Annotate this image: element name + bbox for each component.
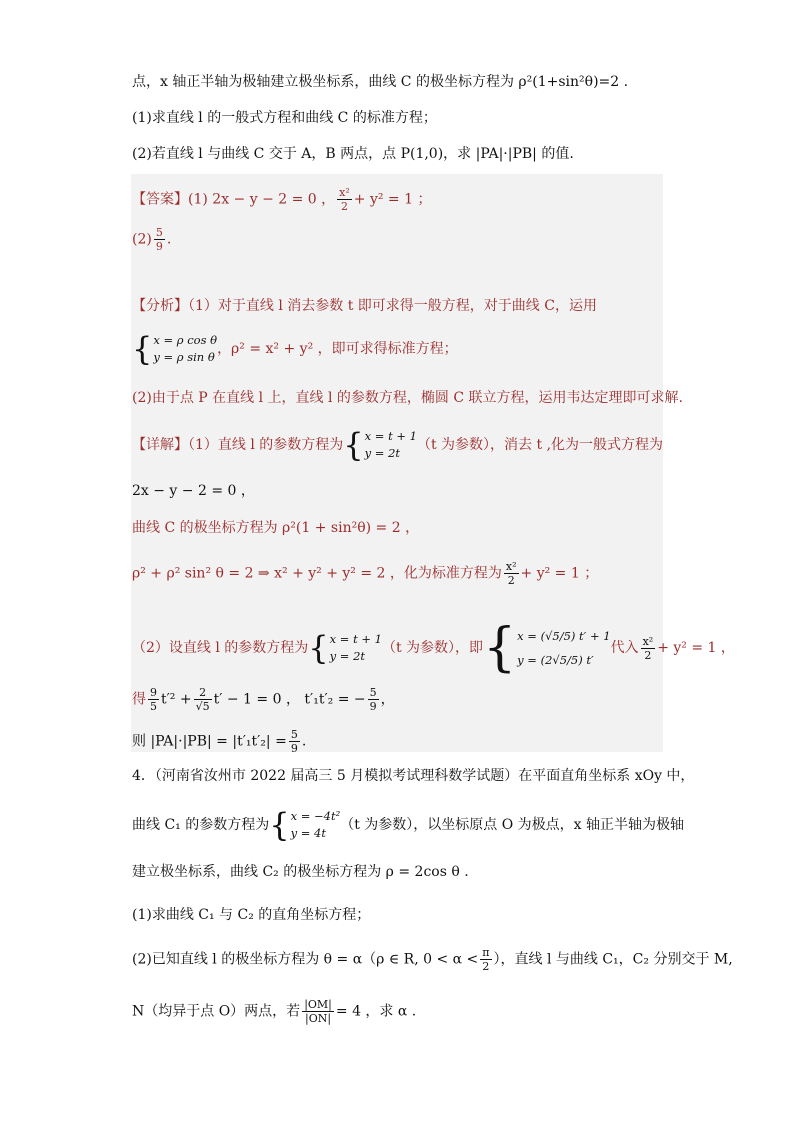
answer1-prefix: (1) 2x − y − 2 = 0 ，	[188, 191, 336, 208]
detail-line5: （2）设直线 l 的参数方程为{ x = t + 1 y = 2t （t 为参数），即{ x = (√5/5) t′ + 1 y = (2√5/5) t′ 代入 $\frac{\text{x²}}{2}$ + y² = 1 ，	[132, 618, 735, 678]
q4-line3: 建立极坐标系，曲线 C₂ 的极坐标方程为 ρ = 2cos θ .	[132, 864, 469, 880]
answer-line1	[132, 186, 431, 213]
q4-part2: (2)已知直线 l 的极坐标方程为 θ = α（ρ ∈ R, 0 < α < $\frac{\pi}{2}$ ），直线 l 与曲线 C₁，C₂ 分别交于 M,	[132, 946, 733, 973]
analysis-line3: (2)由于点 P 在直线 l 上，直线 l 的参数方程，椭圆 C 联立方程，运用韦达定理即可求解.	[132, 390, 683, 406]
detail-line6: 得 $\frac{9}{5}$ t′² + $\frac{2}{√5}$ t′ − 1 = 0 ， t′₁t′₂ = − $\frac{5}{9}$ ，	[132, 686, 395, 713]
detail-line3: 曲线 C 的极坐标方程为 ρ²(1 + sin²θ) = 2 ，	[132, 520, 420, 536]
analysis-line1: 【分析】（1）对于直线 l 消去参数 t 即可求得一般方程，对于曲线 C，运用	[132, 298, 597, 314]
analysis-line2: { x = ρ cos θ y = ρ sin θ ，ρ² = x² + y² ，即可求得标准方程；	[132, 330, 458, 368]
q3-intro-line: 点，x 轴正半轴为极轴建立极坐标系，曲线 C 的极坐标方程为 ρ²(1+sin²θ)=2 .	[132, 74, 629, 90]
detail-line2: 2x − y − 2 = 0 ，	[132, 483, 255, 499]
detail-line7: 则 |PA|·|PB| = |t′₁t′₂| = $\frac{5}{9}$ .	[132, 728, 307, 755]
q4-part3: N（均异于点 O）两点，若 $\frac{|OM|}{|ON|}$ = 4 ，求 α .	[132, 998, 417, 1025]
q4-part1: (1)求曲线 C₁ 与 C₂ 的直角坐标方程；	[132, 907, 371, 923]
analysis-label: 【分析】	[132, 298, 188, 314]
q4-line2: 曲线 C₁ 的参数方程为{ x = −4t² y = 4t （t 为参数），以坐标原点 O 为极点，x 轴正半轴为极轴	[132, 806, 685, 844]
detail-line4-fraction: $\frac{\text{x²}}{2}$	[505, 560, 517, 587]
q3-part2: (2)若直线 l 与曲线 C 交于 A，B 两点，点 P(1,0)，求 |PA|·|PB| 的值.	[132, 146, 574, 162]
answer-line2: (2) $\frac{5}{9}$ .	[132, 226, 172, 253]
detail-label: 【详解】	[132, 437, 188, 453]
answer2-fraction: $\frac{5}{9}$	[155, 226, 163, 253]
answer1-suffix: + y² = 1 ；	[353, 191, 432, 208]
q3-part1: (1)求直线 l 的一般式方程和曲线 C 的标准方程；	[132, 110, 437, 126]
answer1-fraction: $\frac{\text{x²}}{2}$	[339, 186, 350, 213]
answer-label: 【答案】	[132, 191, 188, 208]
detail-line1: 【详解】（1）直线 l 的参数方程为{ x = t + 1 y = 2t （t 为参数），消去 t ,化为一般式方程为	[132, 426, 664, 464]
detail-line4: ρ² + ρ² sin² θ = 2 ⇒ x² + y² + y² = 2 ，化为标准方程为 $\frac{\text{x²}}{2}$ + y² = 1 ；	[132, 560, 599, 587]
q4-line1: 4．（河南省汝州市 2022 届高三 5 月模拟考试理科数学试题）在平面直角坐标系 xOy 中，	[132, 768, 695, 784]
